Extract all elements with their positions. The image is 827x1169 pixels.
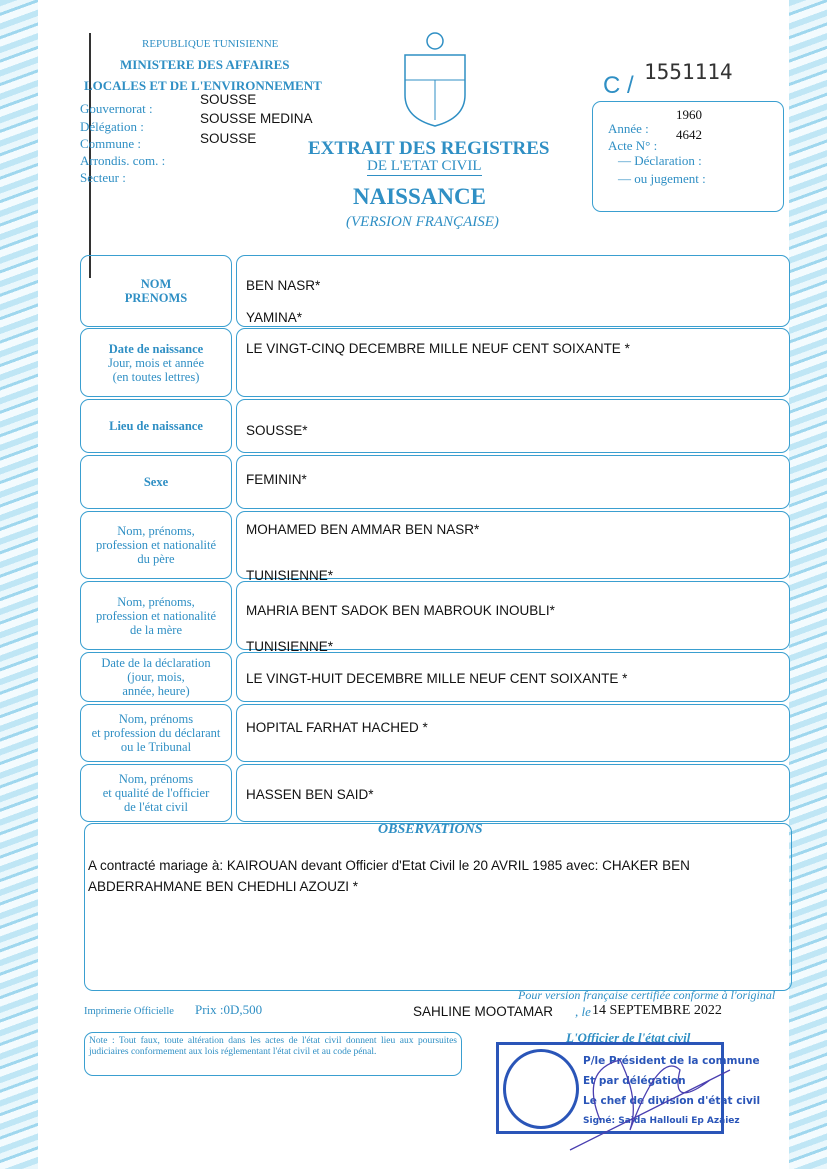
version-label: (VERSION FRANÇAISE) bbox=[346, 214, 499, 230]
field-value: MOHAMED BEN AMMAR BEN NASR* bbox=[246, 522, 480, 537]
right-decorative-border bbox=[789, 0, 827, 1169]
annee-label: Année : bbox=[608, 121, 649, 136]
price-label: Prix :0D,500 bbox=[195, 1002, 263, 1017]
field-label-box bbox=[80, 328, 232, 397]
arrondis-label: Arrondis. com. : bbox=[80, 153, 166, 168]
field-label: année, heure) bbox=[122, 684, 190, 698]
field-value: MAHRIA BENT SADOK BEN MABROUK INOUBLI* bbox=[246, 603, 555, 618]
field-label: Date de naissance bbox=[108, 341, 204, 356]
field-label-box bbox=[80, 455, 232, 509]
place-value: SAHLINE MOOTAMAR bbox=[413, 1004, 554, 1019]
field-value-box bbox=[236, 328, 790, 397]
field-label: (jour, mois, bbox=[127, 670, 185, 684]
field-label: du père bbox=[137, 552, 175, 566]
field-label: profession et nationalité bbox=[95, 538, 217, 552]
signature bbox=[560, 1010, 740, 1160]
observations-title: OBSERVATIONS bbox=[378, 822, 483, 837]
acte-value: 4642 bbox=[676, 127, 702, 142]
field-label-box bbox=[80, 255, 232, 327]
field-label-box bbox=[80, 704, 232, 762]
field-label: Nom, prénoms, bbox=[117, 524, 195, 538]
title-line-2: DE L'ETAT CIVIL bbox=[367, 158, 482, 174]
field-value: TUNISIENNE* bbox=[246, 568, 334, 583]
field-label: Date de la déclaration bbox=[101, 656, 211, 670]
serial-prefix: C / bbox=[603, 72, 634, 99]
field-label: Sexe bbox=[143, 475, 169, 489]
field-value: HASSEN BEN SAID* bbox=[246, 787, 374, 802]
stamp-line: Signé: Saida Hallouli Ep Azaiez bbox=[583, 1116, 740, 1126]
ministry-line-2: LOCALES ET DE L'ENVIRONNEMENT bbox=[84, 78, 322, 93]
ministry-line-1: MINISTERE DES AFFAIRES bbox=[120, 57, 290, 72]
field-value: HOPITAL FARHAT HACHED * bbox=[246, 720, 428, 735]
field-label: profession et nationalité bbox=[95, 608, 217, 623]
field-label: Nom, prénoms bbox=[118, 712, 194, 726]
field-label-box bbox=[80, 764, 232, 822]
date-prefix: , le bbox=[575, 1004, 591, 1019]
field-label: (en toutes lettres) bbox=[112, 369, 200, 384]
field-label: de l'état civil bbox=[123, 800, 189, 814]
stamp-line: Le chef de division d'état civil bbox=[583, 1095, 761, 1107]
field-label: de la mère bbox=[129, 622, 183, 637]
doc-type: NAISSANCE bbox=[353, 184, 486, 209]
acte-label: Acte N° : bbox=[608, 138, 658, 153]
date-value: 14 SEPTEMBRE 2022 bbox=[592, 1003, 722, 1018]
stamp-line: Et par délégation bbox=[583, 1075, 686, 1087]
declaration-label: — Déclaration : bbox=[618, 153, 702, 168]
annee-value: 1960 bbox=[676, 107, 702, 122]
field-label-box bbox=[80, 511, 232, 579]
field-label-box bbox=[80, 652, 232, 702]
certified-label: Pour version française certifiée conforme à l'original bbox=[518, 988, 776, 1002]
jugement-label: — ou jugement : bbox=[618, 171, 706, 186]
commune-value: SOUSSE bbox=[200, 131, 257, 146]
field-label: et qualité de l'officier bbox=[102, 786, 210, 800]
coat-of-arms-emblem bbox=[400, 30, 470, 128]
stamp-line: P/le Président de la commune bbox=[583, 1055, 760, 1067]
title-line-1: EXTRAIT DES REGISTRES bbox=[308, 138, 550, 159]
observations-line-2: ABDERRAHMANE BEN CHEDHLI AZOUZI * bbox=[88, 879, 359, 894]
field-label-box bbox=[80, 399, 232, 453]
left-decorative-border bbox=[0, 0, 38, 1169]
observations-line-1: A contracté mariage à: KAIROUAN devant Officier d'Etat Civil le 20 AVRIL 1985 avec: CHAKER BEN bbox=[88, 858, 690, 873]
field-label-box bbox=[80, 581, 232, 650]
gouvernorat-label: Gouvernorat : bbox=[80, 101, 153, 116]
delegation-label: Délégation : bbox=[80, 119, 144, 134]
officer-title: L'Officier de l'état civil bbox=[566, 1030, 691, 1045]
republic-label: REPUBLIQUE TUNISIENNE bbox=[142, 38, 279, 50]
field-value-box bbox=[236, 455, 790, 509]
delegation-value: SOUSSE MEDINA bbox=[200, 111, 313, 126]
field-label: Nom, prénoms bbox=[118, 772, 194, 786]
field-label: PRENOMS bbox=[124, 291, 188, 305]
gouvernorat-value: SOUSSE bbox=[200, 92, 257, 107]
field-label: et profession du déclarant bbox=[91, 726, 221, 740]
field-value: LE VINGT-CINQ DECEMBRE MILLE NEUF CENT SOIXANTE * bbox=[246, 341, 630, 356]
field-value: TUNISIENNE* bbox=[246, 639, 334, 654]
field-label: Jour, mois et année bbox=[107, 355, 204, 370]
field-value: SOUSSE* bbox=[246, 423, 308, 438]
field-value: YAMINA* bbox=[246, 310, 303, 325]
field-value: FEMININ* bbox=[246, 472, 307, 487]
legal-note: Note : Tout faux, toute altération dans les actes de l'état civil donnent lieu aux poursuites judiciaires conformement aux lois réglementant l'état civil et au code pénal. bbox=[89, 1036, 457, 1057]
commune-label: Commune : bbox=[80, 136, 142, 151]
imprimerie-label: Imprimerie Officielle bbox=[84, 1006, 174, 1017]
field-label: Lieu de naissance bbox=[109, 419, 203, 433]
field-label: NOM bbox=[140, 277, 172, 291]
field-value: BEN NASR* bbox=[246, 278, 321, 293]
field-label: Nom, prénoms, bbox=[117, 594, 195, 609]
secteur-label: Secteur : bbox=[80, 170, 126, 185]
observations-box bbox=[84, 823, 792, 991]
field-value: LE VINGT-HUIT DECEMBRE MILLE NEUF CENT SOIXANTE * bbox=[246, 671, 628, 686]
field-value-box bbox=[236, 399, 790, 453]
field-label: ou le Tribunal bbox=[120, 740, 192, 754]
serial-number: 1551114 bbox=[644, 60, 733, 84]
